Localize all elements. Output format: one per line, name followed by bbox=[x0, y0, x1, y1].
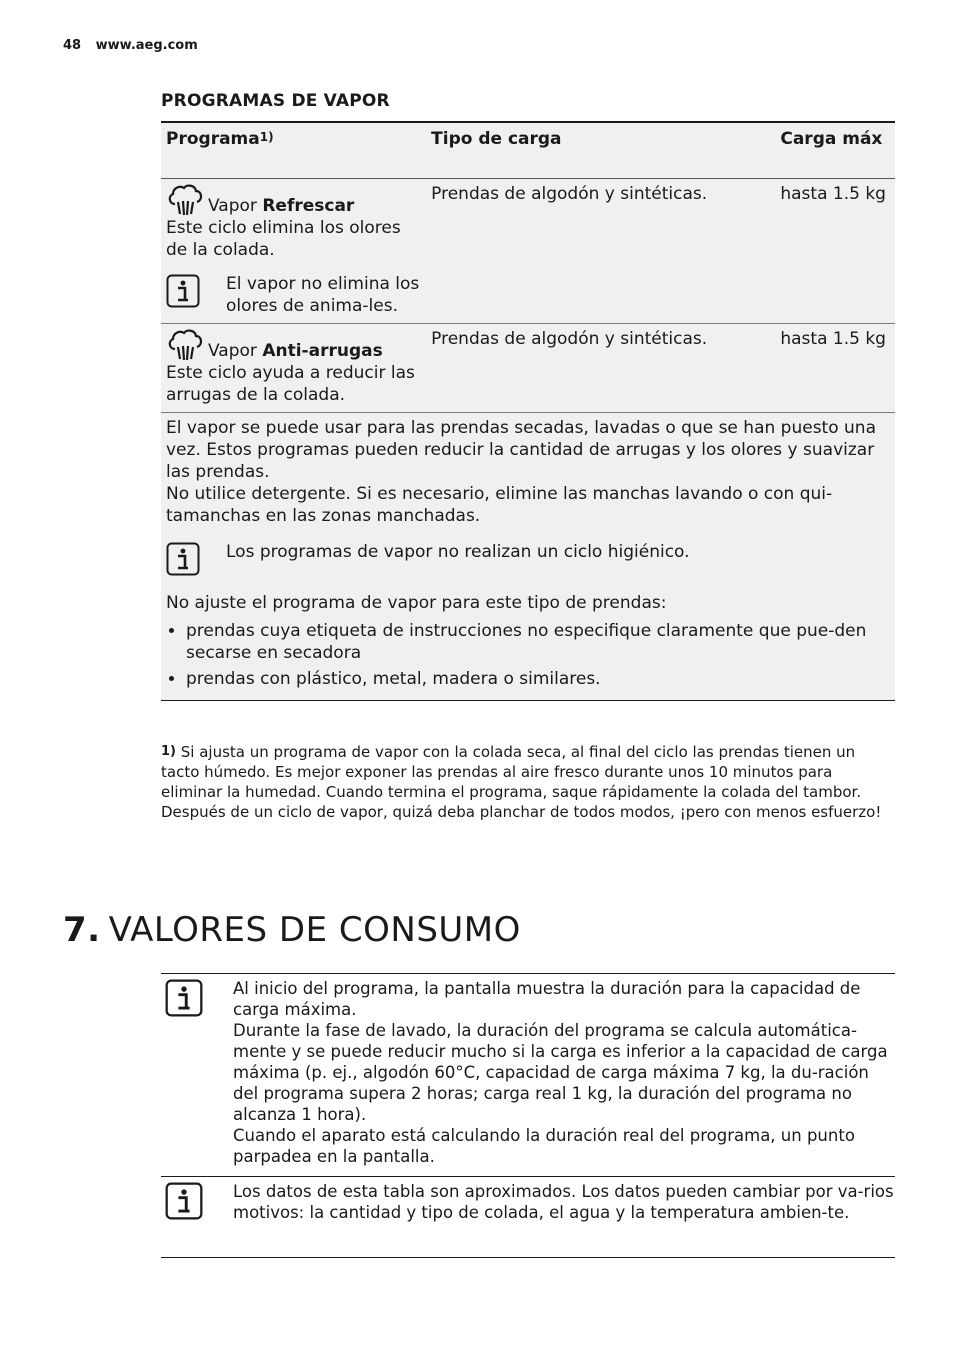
list-item: • prendas cuya etiqueta de instrucciones no especifique claramente que pue-den secarse en secadora bbox=[186, 620, 890, 664]
chapter-heading bbox=[63, 910, 521, 950]
footnote-ref: 1) bbox=[259, 130, 274, 144]
section-title: PROGRAMAS DE VAPOR bbox=[161, 91, 390, 111]
page-number: 48 bbox=[63, 38, 82, 53]
header-program: Programa$^{1)}$ bbox=[166, 129, 274, 149]
program-description: Este ciclo elimina los olores de la colada. bbox=[166, 217, 401, 260]
chapter-number: 7. bbox=[63, 910, 101, 950]
steam-icon bbox=[166, 328, 204, 362]
table-row bbox=[161, 323, 895, 412]
steam-programs-table bbox=[161, 121, 895, 701]
footnote bbox=[161, 742, 891, 822]
info-note-text: Los programas de vapor no realizan un ciclo higiénico. bbox=[226, 541, 690, 562]
load-type-cell: Prendas de algodón y sintéticas. bbox=[431, 183, 708, 204]
header-max-load: Carga máx bbox=[780, 129, 883, 149]
bullet-list bbox=[166, 620, 890, 690]
max-load-cell: hasta 1.5 kg bbox=[780, 328, 886, 349]
info-paragraph: Los datos de esta tabla son aproximados. Los datos pueden cambiar por va-rios motivos: la cantidad y tipo de colada, el agua y la temperatura ambien-te. bbox=[233, 1182, 894, 1222]
header-load-type: Tipo de carga bbox=[431, 129, 562, 149]
list-item: • prendas con plástico, metal, madera o similares. bbox=[186, 668, 890, 690]
table-row bbox=[161, 178, 895, 323]
program-description: Este ciclo ayuda a reducir las arrugas de la colada. bbox=[166, 362, 415, 405]
program-name: Refrescar bbox=[262, 195, 355, 216]
chapter-title: VALORES DE CONSUMO bbox=[108, 910, 521, 950]
notes-cell bbox=[161, 412, 895, 700]
notes-intro: No ajuste el programa de vapor para este tipo de prendas: bbox=[166, 592, 667, 613]
info-icon bbox=[165, 979, 203, 1017]
notes-paragraph: El vapor se puede usar para las prendas secadas, lavadas o que se han puesto una vez. Estos programas pueden reducir la cantidad de arrugas y los olores y suavizar las prendas. bbox=[166, 417, 876, 482]
info-note bbox=[166, 541, 890, 576]
table-header-row bbox=[161, 122, 895, 178]
info-box bbox=[161, 1176, 895, 1258]
info-paragraph: Al inicio del programa, la pantalla muestra la duración para la capacidad de carga máxima. bbox=[233, 979, 861, 1019]
load-type-cell: Prendas de algodón y sintéticas. bbox=[431, 328, 708, 349]
site-url: www.aeg.com bbox=[95, 38, 198, 53]
page-header bbox=[63, 38, 198, 53]
info-paragraph: Cuando el aparato está calculando la duración real del programa, un punto parpadea en la pantalla. bbox=[233, 1126, 855, 1166]
steam-icon bbox=[166, 183, 204, 217]
notes-paragraph: No utilice detergente. Si es necesario, elimine las manchas lavando o con qui-tamanchas en las zonas manchadas. bbox=[166, 483, 833, 526]
footnote-marker: 1) bbox=[161, 744, 176, 759]
program-cell: Vapor Refrescar Este ciclo elimina los olores de la colada. El vapor no elimina los olores de anima-les. bbox=[161, 178, 426, 323]
info-icon bbox=[165, 1182, 203, 1220]
program-cell: Vapor Anti-arrugas Este ciclo ayuda a reducir las arrugas de la colada. bbox=[161, 323, 426, 412]
program-name: Anti-arrugas bbox=[262, 340, 383, 361]
table-notes-row bbox=[161, 412, 895, 700]
info-icon bbox=[166, 542, 200, 576]
info-box bbox=[161, 973, 895, 1174]
footnote-text: Si ajusta un programa de vapor con la colada seca, al final del ciclo las prendas tienen un tacto húmedo. Es mejor exponer las prendas al aire fresco durante unos 10 minutos para eliminar la humedad. Cuando termina el programa, saque rápidamente la colada del tambor. Después de un ciclo de vapor, quizá deba planchar de todos modos, ¡pero con menos esfuerzo! bbox=[161, 743, 882, 821]
info-paragraph: Durante la fase de lavado, la duración del programa se calcula automática-mente y se puede reducir mucho si la carga es inferior a la capacidad de carga máxima (p. ej., algodón 60°C, capacidad de carga máxima 7 kg, la du-ración del programa supera 2 horas; carga real 1 kg, la duración del programa no alcanza 1 hora). bbox=[233, 1021, 888, 1124]
info-note bbox=[166, 273, 421, 317]
info-note-text: El vapor no elimina los olores de anima-les. bbox=[226, 273, 420, 316]
max-load-cell: hasta 1.5 kg bbox=[780, 183, 886, 204]
info-icon bbox=[166, 274, 200, 308]
